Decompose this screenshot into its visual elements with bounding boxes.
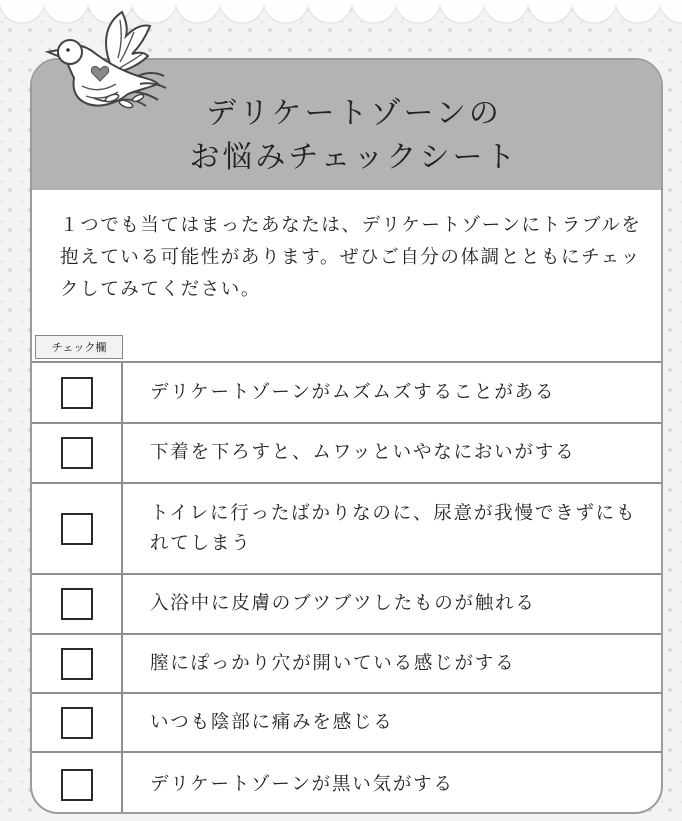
checklist-row — [32, 633, 661, 692]
check-cell — [32, 484, 123, 573]
check-cell — [32, 753, 123, 814]
checklist-item-text: トイレに行ったばかりなのに、尿意が我慢できずにもれてしまう — [150, 502, 637, 554]
check-cell — [32, 635, 123, 692]
checkbox[interactable] — [61, 377, 93, 409]
page-title — [144, 92, 564, 180]
checklist-row — [32, 751, 661, 814]
check-cell — [32, 363, 123, 422]
checklist-item-text: デリケートゾーンがムズムズすることがある — [150, 381, 556, 403]
checklist-item-text: 下着を下ろすと、ムワッといやなにおいがする — [150, 442, 576, 463]
check-cell — [32, 424, 123, 482]
checklist-row — [32, 692, 661, 751]
checklist-item-text: いつも陰部に痛みを感じる — [150, 711, 394, 733]
checklist-item-text: 入浴中に皮膚のブツブツしたものが触れる — [150, 593, 536, 614]
check-cell — [32, 575, 123, 633]
checklist-row — [32, 482, 661, 573]
checklist-row — [32, 361, 661, 422]
checkbox[interactable] — [61, 707, 93, 739]
dove-with-olive-branch-icon — [42, 6, 172, 131]
checklist-row — [32, 573, 661, 633]
check-column-label: チェック欄 — [35, 335, 123, 359]
checkbox[interactable] — [61, 513, 93, 545]
checkbox[interactable] — [61, 588, 93, 620]
intro-text: １つでも当てはまったあなたは、デリケートゾーンにトラブルを抱えている可能性があります。ぜひご自分の体調とともにチェックしてみてください。 — [60, 215, 642, 300]
checklist-item-text: 膣にぽっかり穴が開いている感じがする — [150, 652, 516, 674]
checklist-row — [32, 422, 661, 482]
checkbox[interactable] — [61, 437, 93, 469]
checklist-item-text: デリケートゾーンが黒い気がする — [150, 774, 454, 795]
checkbox[interactable] — [61, 648, 93, 680]
title-line-1: デリケートゾーンの — [206, 96, 502, 131]
checklist — [32, 361, 661, 814]
checkbox[interactable] — [61, 769, 93, 801]
check-cell — [32, 694, 123, 751]
title-line-2: お悩みチェックシート — [189, 140, 519, 175]
check-sheet-card — [30, 58, 663, 814]
